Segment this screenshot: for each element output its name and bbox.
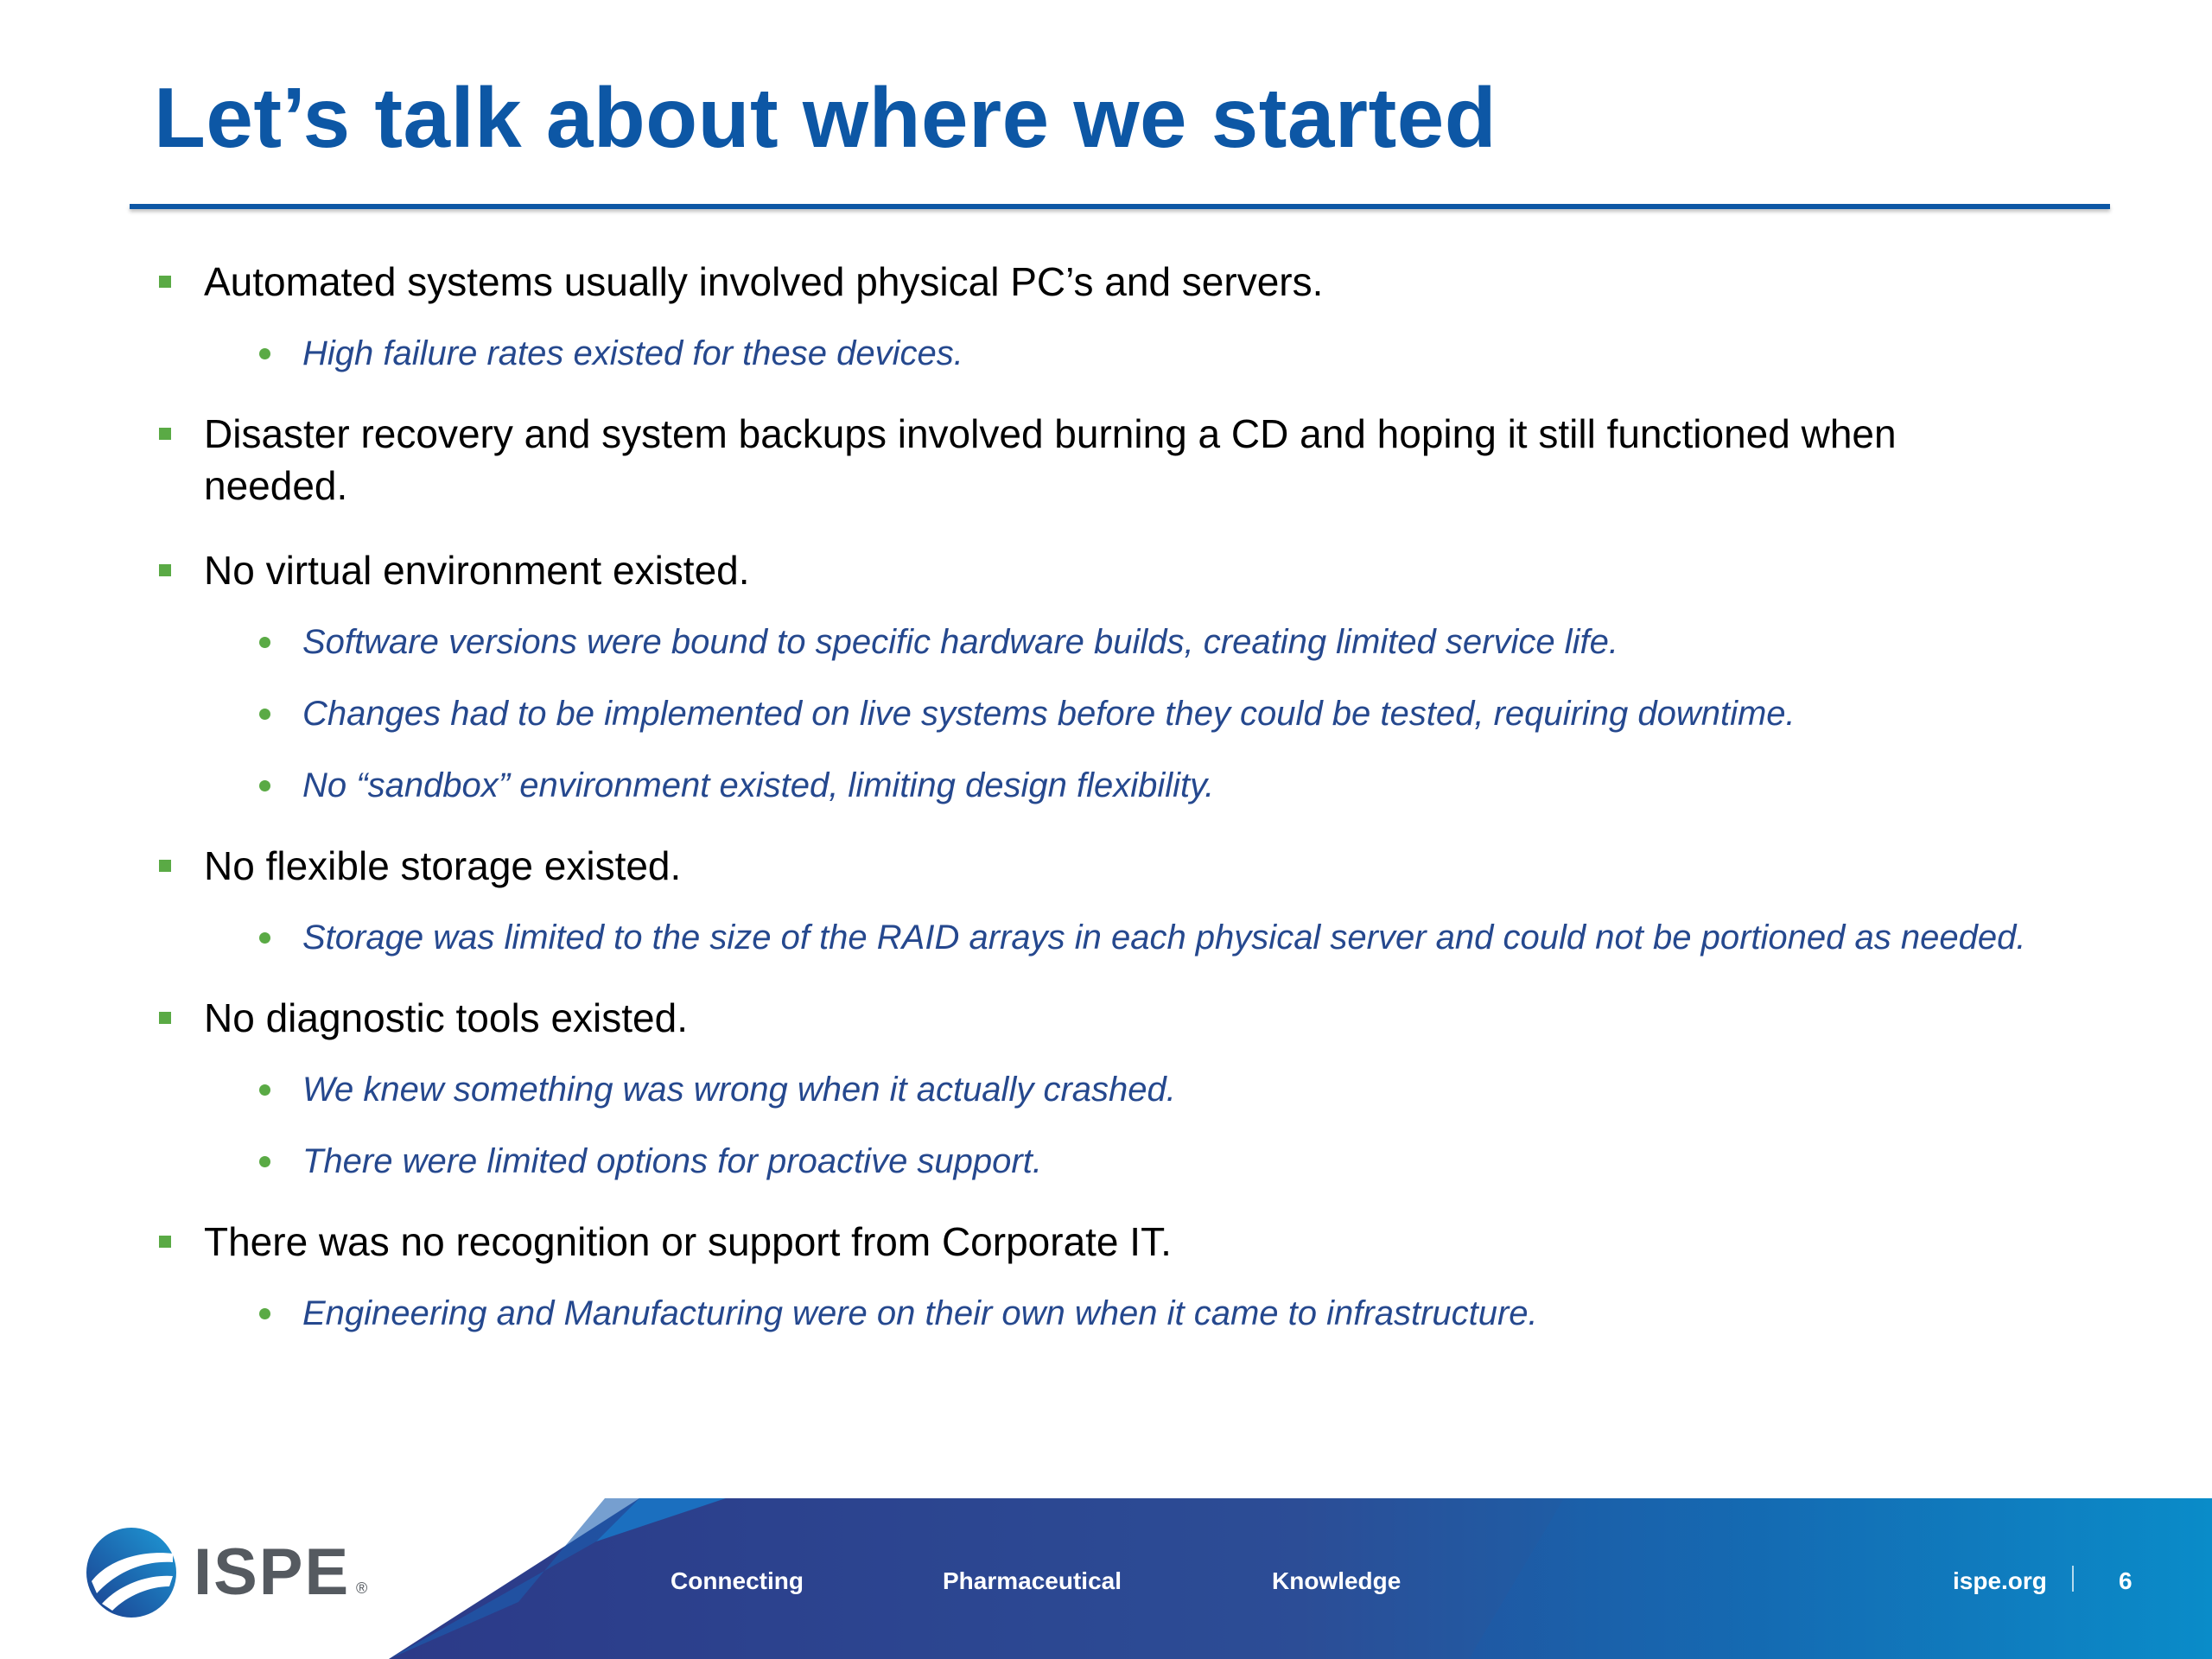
green-square-bullet-icon (159, 1236, 171, 1248)
title-divider (130, 204, 2110, 209)
sub-bullet-text: We knew something was wrong when it actually crashed. (302, 1071, 1176, 1109)
green-dot-bullet-icon (259, 1156, 270, 1167)
ispe-wordmark: ISPE (194, 1535, 351, 1609)
bullet-text: There was no recognition or support from Corporate IT. (204, 1219, 1172, 1264)
green-dot-bullet-icon (259, 348, 270, 359)
green-square-bullet-icon (159, 860, 171, 872)
green-dot-bullet-icon (259, 1308, 270, 1319)
bullet-item (156, 992, 2039, 1044)
sub-bullet-text: High failure rates existed for these devices. (302, 334, 963, 372)
sub-bullet-item (302, 1068, 2039, 1111)
green-dot-bullet-icon (259, 1084, 270, 1096)
sub-bullet-text: No “sandbox” environment existed, limiting design flexibility. (302, 766, 1215, 804)
green-square-bullet-icon (159, 276, 171, 288)
bullet-text: No virtual environment existed. (204, 548, 750, 593)
sub-bullet-item (302, 620, 2039, 664)
site-link[interactable]: ispe.org (1953, 1567, 2047, 1594)
bullet-list (156, 256, 2039, 1335)
sub-bullet-item (302, 764, 2039, 807)
green-dot-bullet-icon (259, 709, 270, 720)
page-number: 6 (2119, 1567, 2133, 1594)
sub-bullet-text: Changes had to be implemented on live systems before they could be tested, requiring downtime. (302, 695, 1796, 733)
sub-bullet-item (302, 1292, 2039, 1335)
bullet-item (156, 840, 2039, 892)
bullet-item (156, 408, 2039, 512)
bullet-text: No diagnostic tools existed. (204, 995, 688, 1040)
green-dot-bullet-icon (259, 780, 270, 791)
ispe-swirl-logo-icon (83, 1524, 180, 1621)
registered-mark: ® (356, 1580, 368, 1597)
sub-bullet-item (302, 692, 2039, 735)
bullet-item (156, 544, 2039, 596)
bullet-item (156, 256, 2039, 308)
green-dot-bullet-icon (259, 637, 270, 648)
footer (0, 1498, 2212, 1659)
sub-bullet-item (302, 1140, 2039, 1183)
bullet-text: No flexible storage existed. (204, 843, 682, 888)
bullet-text: Automated systems usually involved physical PC’s and servers. (204, 259, 1324, 304)
green-square-bullet-icon (159, 564, 171, 576)
green-square-bullet-icon (159, 428, 171, 440)
bullet-text: Disaster recovery and system backups involved burning a CD and hoping it still functioned when needed. (204, 411, 1897, 508)
green-dot-bullet-icon (259, 932, 270, 944)
sub-bullet-text: Software versions were bound to specific hardware builds, creating limited service life. (302, 623, 1618, 661)
sub-bullet-text: Engineering and Manufacturing were on their own when it came to infrastructure. (302, 1294, 1538, 1332)
footer-separator (2072, 1566, 2074, 1592)
sub-bullet-item (302, 332, 2039, 375)
tagline-pharmaceutical: Pharmaceutical (943, 1567, 1122, 1594)
sub-bullet-text: There were limited options for proactive support. (302, 1142, 1042, 1180)
sub-bullet-text: Storage was limited to the size of the RAID arrays in each physical server and could not be portioned as needed. (302, 918, 2026, 957)
bullet-item (156, 1216, 2039, 1268)
sub-bullet-item (302, 916, 2039, 959)
green-square-bullet-icon (159, 1012, 171, 1024)
tagline-knowledge: Knowledge (1272, 1567, 1402, 1594)
slide-title: Let’s talk about where we started (154, 70, 1497, 165)
tagline-connecting: Connecting (671, 1567, 804, 1594)
